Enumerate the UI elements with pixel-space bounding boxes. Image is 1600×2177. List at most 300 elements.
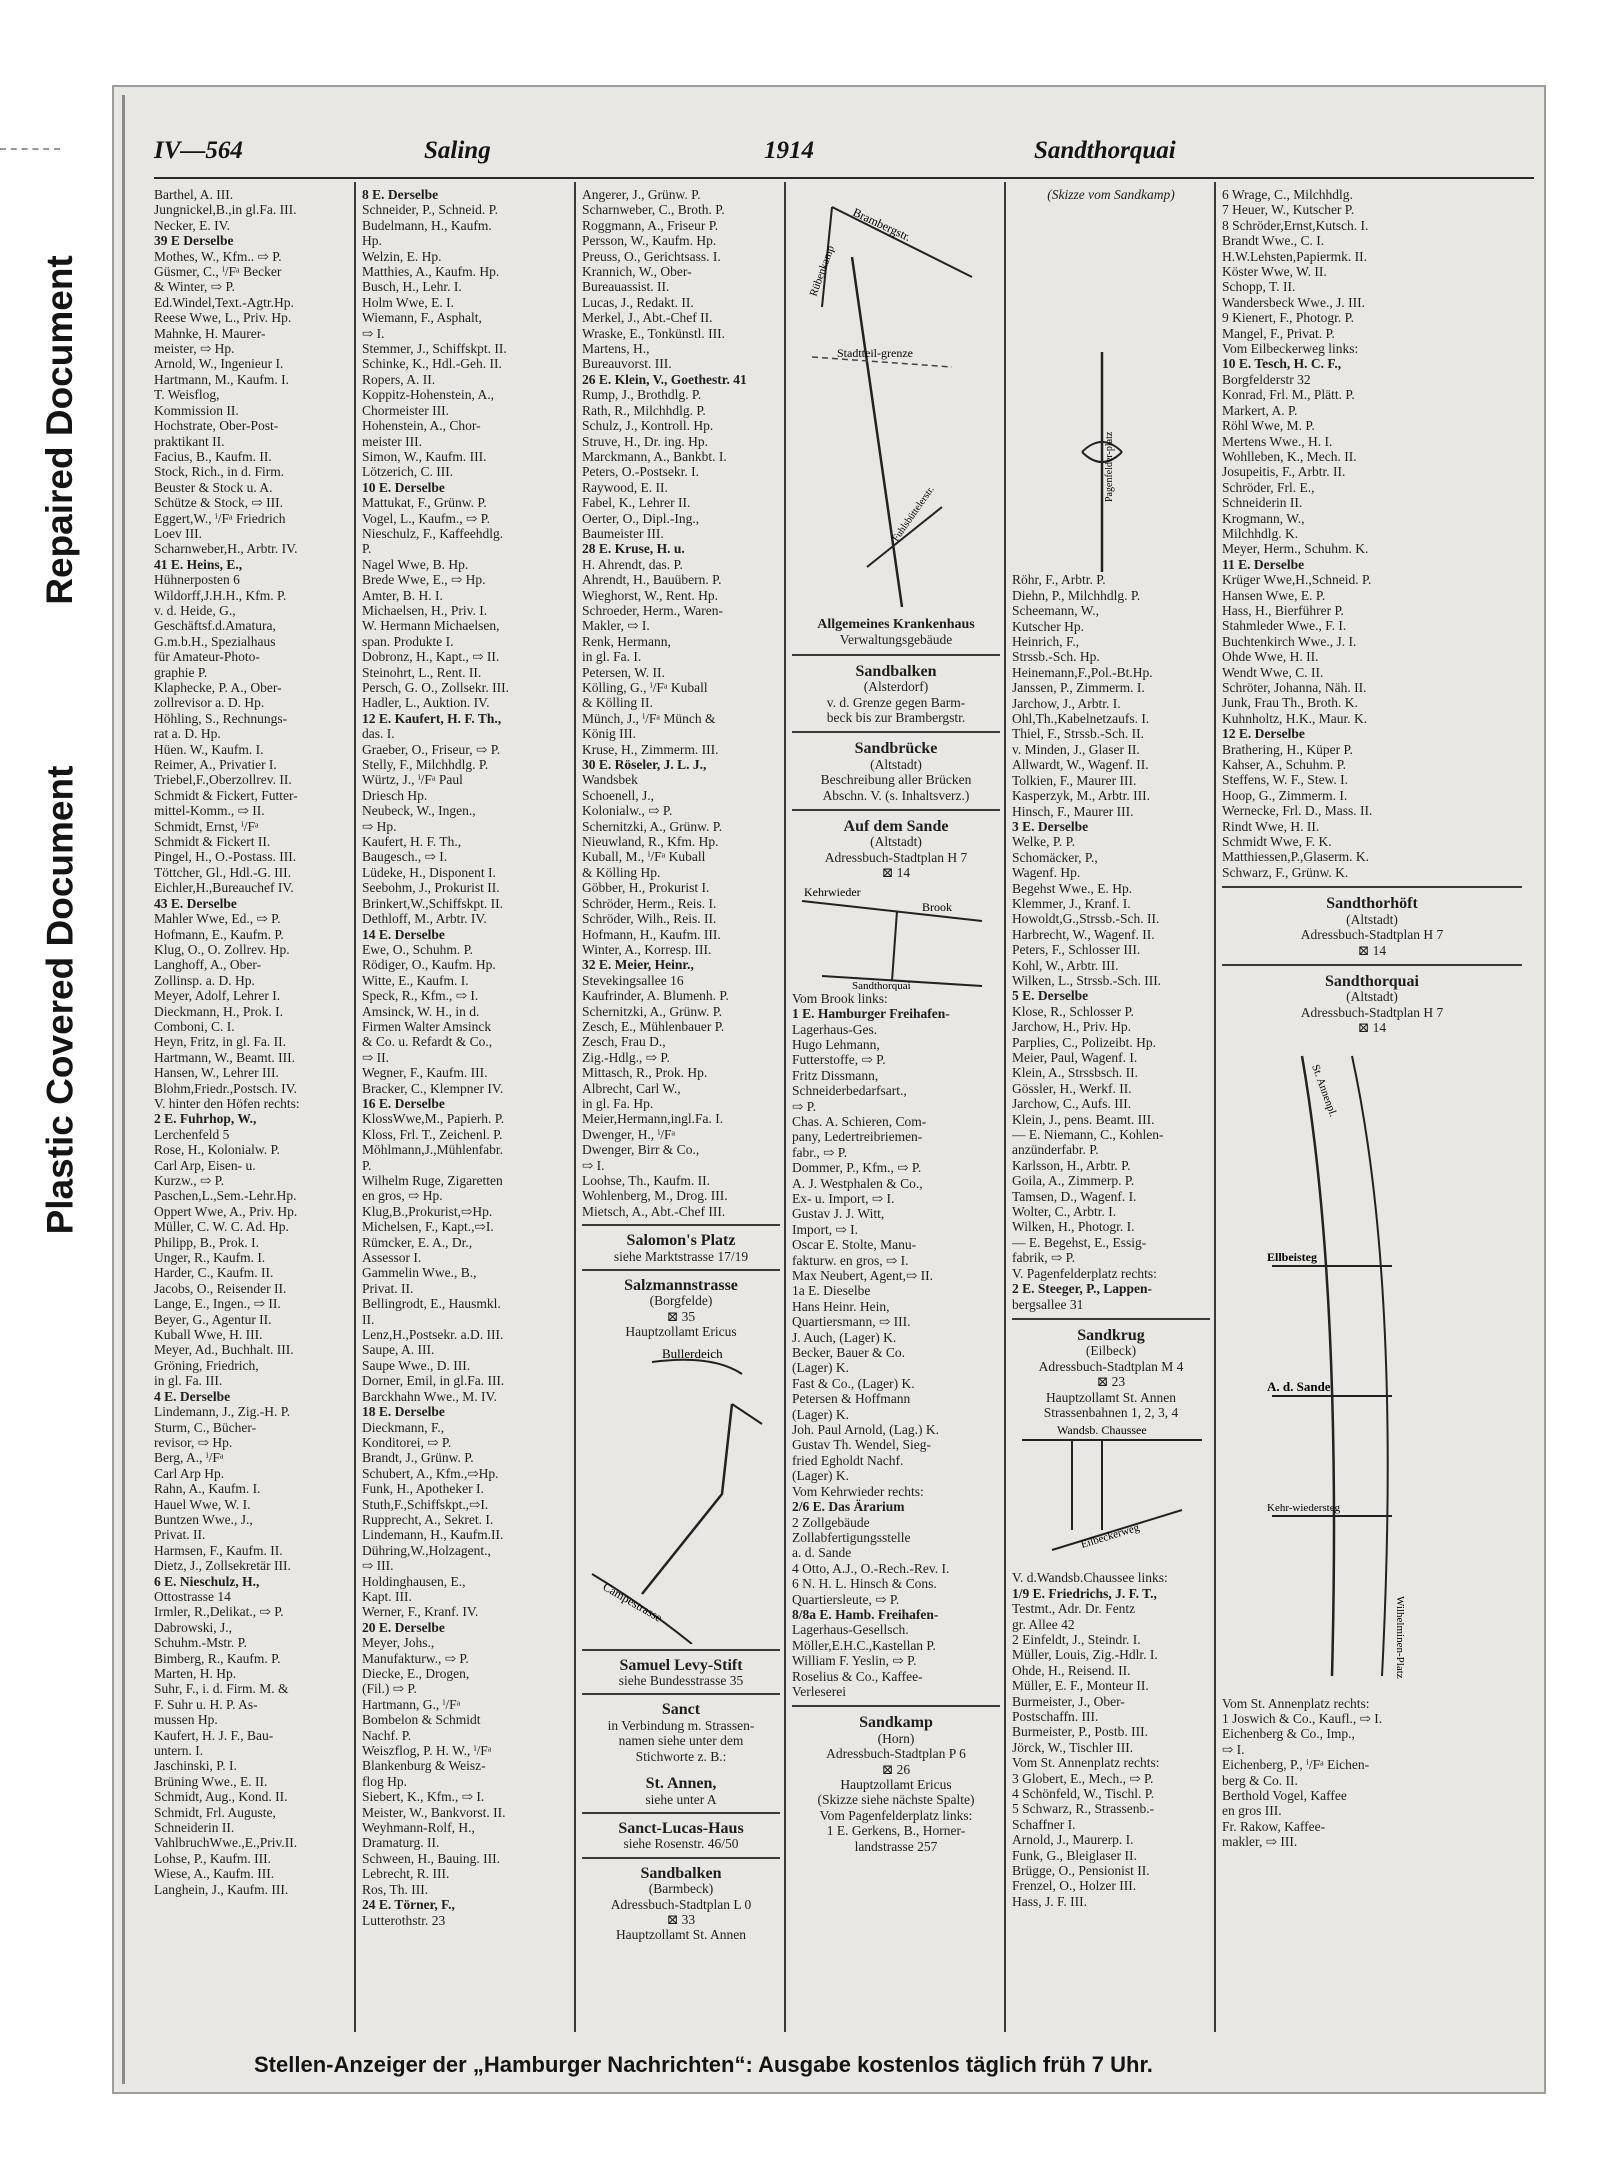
directory-entry: Brügge, O., Pensionist II. (1012, 1863, 1150, 1879)
directory-entry: Ohde Wwe, H. II. (1222, 649, 1319, 665)
street-section (582, 1693, 780, 1764)
directory-entry: Stock, Rich., in d. Firm. (154, 464, 285, 480)
directory-entry: Lagerhaus-Ges. (792, 1021, 878, 1037)
directory-entry: Goila, A., Zimmerp. P. (1012, 1173, 1135, 1189)
directory-entry: meister III. (362, 433, 422, 449)
directory-entry: Müller, C. W. C. Ad. Hp. (154, 1219, 289, 1235)
directory-entry: Wohlleben, K., Mech. II. (1222, 448, 1357, 464)
directory-entry: Nieschulz, F., Kaffeehdlg. (362, 525, 504, 541)
map-street-label: Kehr-wiedersteg (1267, 1501, 1341, 1514)
directory-entry: Facius, B., Kaufm. II. (154, 448, 272, 464)
sandkamp-sketch-map (1012, 202, 1210, 572)
directory-entry: Postschaffn. III. (1012, 1709, 1099, 1724)
directory-entry: (Lager) K. (792, 1468, 849, 1484)
directory-entry: Schroeder, Herm., Waren- (582, 602, 723, 618)
map-street-label: Campestrasse (600, 1579, 665, 1625)
directory-entry: Rahn, A., Kaufm. I. (154, 1481, 261, 1497)
directory-entry: Borgfelderstr 32 (1222, 371, 1311, 387)
directory-entry: Vom St. Annenplatz rechts: (1222, 1695, 1370, 1711)
street-section (792, 1705, 1000, 1854)
directory-entry: Loohse, Th., Kaufm. II. (582, 1173, 710, 1188)
street-section (792, 731, 1000, 803)
directory-entry: Stelly, F., Milchhdlg. P. (362, 757, 489, 773)
street-info-line: (Altstadt) (1346, 989, 1398, 1005)
repaired-document-label: Repaired Document (39, 255, 81, 605)
street-section (792, 654, 1000, 726)
directory-entry: V. Pagenfelderplatz rechts: (1012, 1265, 1157, 1281)
directory-entry: Wiemann, F., Asphalt, (362, 310, 482, 326)
directory-entry: Dabrowski, J., (154, 1619, 232, 1635)
directory-entry: 1 E. Hamburger Freihafen- (792, 1006, 950, 1022)
directory-entry: Dobronz, H., Kapt., ⇨ II. (362, 649, 500, 665)
directory-entry: Burmeister, J., Ober- (1012, 1693, 1125, 1709)
directory-entry: Schmidt & Fickert II. (154, 834, 271, 850)
directory-entry: Dietz, J., Zollsekretär III. (154, 1558, 291, 1574)
directory-entry: Wolter, C., Arbtr. I. (1012, 1204, 1117, 1220)
directory-entry: Harbrecht, W., Wagenf. II. (1012, 926, 1155, 942)
directory-entry: Gammelin Wwe., B., (362, 1265, 477, 1281)
directory-entry: Dorner, Emil, in gl.Fa. III. (362, 1373, 505, 1389)
directory-entry: Göbber, H., Prokurist I. (582, 880, 710, 896)
directory-entry: Röhr, F., Arbtr. P. (1012, 572, 1106, 588)
directory-entry: Schernitzki, A., Grünw. P. (582, 818, 723, 834)
directory-entry: Kohl, W., Arbtr. III. (1012, 957, 1119, 973)
directory-entry: Zesch, Frau D., (582, 1034, 666, 1050)
directory-entry: & Kölling II. (582, 695, 653, 711)
street-info-line: Beschreibung aller Brücken (820, 772, 972, 788)
directory-entry: Röhl Wwe, M. P. (1222, 418, 1315, 434)
directory-entry: KlossWwe,M., Papierh. P. (362, 1111, 505, 1127)
directory-entry: Weyhmann-Rolf, H., (362, 1820, 475, 1836)
directory-entry: 16 E. Derselbe (362, 1095, 445, 1111)
directory-entry: V. hinter den Höfen rechts: (154, 1095, 300, 1111)
directory-entry: Schröder, Frl. E., (1222, 479, 1315, 495)
directory-entry: in gl. Fa. III. (154, 1373, 223, 1389)
directory-entry: Meier,Hermann,ingl.Fa. I. (582, 1111, 724, 1127)
directory-entry: Nieuwland, R., Kfm. Hp. (582, 834, 719, 850)
left-street-heading: Saling (424, 137, 491, 164)
directory-entry: — E. Begehst, E., Essig- (1012, 1234, 1147, 1250)
directory-entry: Jungnickel,B.,in gl.Fa. III. (154, 202, 297, 218)
street-heading: Sandthorhöft (1326, 895, 1418, 913)
directory-entry: Schuhm.-Mstr. P. (154, 1635, 248, 1651)
street-heading: Sanct-Lucas-Haus (618, 1819, 744, 1837)
directory-entry: fried Egholdt Nachf. (792, 1452, 904, 1468)
directory-entry: Hinsch, F., Maurer III. (1012, 803, 1134, 819)
directory-entry: Konrad, Frl. M., Plätt. P. (1222, 387, 1355, 403)
street-info-line: Hauptzollamt Ericus (625, 1324, 737, 1340)
directory-entry: ⇨ I. (582, 1157, 605, 1173)
hospital-title: Allgemeines Krankenhaus (817, 617, 975, 632)
directory-entry: Vogel, L., Kaufm., ⇨ P. (362, 510, 491, 526)
directory-entry: Sturm, C., Bücher- (154, 1419, 257, 1435)
directory-entry: Wernecke, Frl. D., Mass. II. (1222, 803, 1373, 819)
directory-entry: Schernitzki, A., Grünw. P. (582, 1003, 723, 1019)
directory-entry: Baugesch., ⇨ I. (362, 849, 448, 865)
directory-entry: Dieckmann, H., Prok. I. (154, 1003, 283, 1019)
directory-entry: Zollinsp. a. D. Hp. (154, 972, 255, 988)
street-heading: Samuel Levy-Stift (619, 1656, 743, 1674)
directory-entry: Meyer, Johs., (362, 1635, 435, 1651)
directory-entry: & Co. u. Refardt & Co., (362, 1034, 493, 1050)
street-info-line: (Altstadt) (870, 756, 922, 772)
directory-entry: bergsallee 31 (1012, 1296, 1084, 1312)
directory-entry: Firmen Walter Amsinck (362, 1018, 492, 1034)
directory-entry: Heyn, Fritz, in gl. Fa. II. (154, 1034, 286, 1050)
street-section (792, 809, 1000, 881)
street-section (1012, 1318, 1210, 1420)
directory-entry: Assessor I. (362, 1250, 422, 1266)
directory-entry: Hartmann, M., Kaufm. I. (154, 371, 289, 387)
directory-entry: Jarchow, J., Arbtr. I. (1012, 695, 1121, 711)
map-street-label: Ellbeisteg (1267, 1249, 1317, 1264)
directory-entry: Gustav Th. Wendel, Sieg- (792, 1437, 932, 1453)
directory-entry: Mietsch, A., Abt.-Chef III. (582, 1203, 726, 1219)
directory-entry: 1a E. Dieselbe (792, 1283, 871, 1299)
directory-entry: Stemmer, J., Schiffskpt. II. (362, 341, 507, 357)
directory-entry: Begehst Wwe., E. Hp. (1012, 880, 1133, 896)
directory-entry: 9 Kienert, F., Photogr. P. (1222, 310, 1355, 326)
directory-entry: gr. Allee 42 (1012, 1616, 1075, 1632)
street-info-line: (Borgfelde) (649, 1293, 713, 1309)
directory-entry: Nachf. P. (362, 1727, 412, 1743)
directory-entry: Mertens Wwe., H. I. (1222, 433, 1333, 449)
sketch-note: (Skizze vom Sandkamp) (1047, 187, 1175, 202)
street-info-line: in Verbindung m. Strassen- (607, 1717, 755, 1733)
directory-entry: Brandt Wwe., C. I. (1222, 233, 1325, 249)
directory-entry: fakturw. en gros, ⇨ I. (792, 1252, 909, 1268)
directory-entry: Münch, J., ⁱ/Fᵃ Münch & (582, 710, 716, 726)
directory-entry: Krannich, W., Ober- (582, 264, 692, 280)
directory-entry: Vom Kehrwieder rechts: (792, 1483, 924, 1499)
directory-entry: Brüning Wwe., E. II. (154, 1773, 268, 1789)
street-info-line: Adressbuch-Stadtplan H 7 (1300, 1004, 1444, 1020)
directory-entry: Junk, Frau Th., Broth. K. (1222, 695, 1358, 711)
bullerdeich-sketch-map (582, 1344, 780, 1644)
directory-entry: 8/8a E. Hamb. Freihafen- (792, 1606, 939, 1622)
directory-entry: untern. I. (154, 1743, 204, 1759)
directory-entry: Hauel Wwe, W. I. (154, 1496, 251, 1512)
directory-entry: Lerchenfeld 5 (154, 1126, 230, 1142)
directory-entry: Stahmleder Wwe., F. I. (1222, 618, 1347, 634)
auf-dem-sande-sketch-map (792, 881, 1000, 991)
newspaper-advertisement-footer: Stellen-Anzeiger der „Hamburger Nachrichten“: Ausgabe kostenlos täglich früh 7 Uhr. (254, 2052, 1153, 2077)
directory-entry: Roselius & Co., Kaffee- (792, 1668, 923, 1684)
directory-entry: Lindemann, H., Kaufm.II. (362, 1527, 504, 1543)
directory-entry: Josupeitis, F., Arbtr. II. (1222, 464, 1346, 480)
directory-entry: H. Ahrendt, das. P. (582, 556, 683, 572)
directory-entry: Wiese, A., Kaufm. III. (154, 1866, 275, 1882)
directory-entry: Hüen. W., Kaufm. I. (154, 741, 264, 757)
directory-entry: Hansen Wwe, E. P. (1222, 587, 1326, 603)
directory-entry: Klaphecke, P. A., Ober- (154, 680, 282, 695)
directory-entry: Mahler Wwe, Ed., ⇨ P. (154, 911, 281, 927)
directory-entry: Matthiessen,P.,Glaserm. K. (1222, 849, 1369, 865)
directory-entry: Harder, C., Kaufm. II. (154, 1265, 274, 1281)
street-section (1222, 964, 1522, 1036)
street-heading: Sandthorquai (1325, 972, 1419, 990)
directory-entry: William F. Yeslin, ⇨ P. (792, 1653, 917, 1669)
directory-entry: 12 E. Kaufert, H. F. Th., (362, 710, 502, 726)
directory-entry: Wildorff,J.H.H., Kfm. P. (154, 587, 287, 603)
directory-entry: Schneiderbedarfsart., (792, 1083, 907, 1099)
column-rule (1004, 182, 1006, 2032)
directory-entry: Simon, W., Kaufm. III. (362, 448, 487, 464)
directory-entry: ⇨ I. (1222, 1741, 1245, 1757)
page-number: IV—564 (154, 137, 243, 164)
street-heading: Sandbalken (640, 1864, 722, 1882)
directory-entry: praktikant II. (154, 433, 225, 449)
directory-entry: Bureauassist. II. (582, 279, 670, 295)
directory-entry: Futterstoffe, ⇨ P. (792, 1052, 886, 1068)
directory-entry: Barckhahn Wwe., M. IV. (362, 1388, 497, 1404)
directory-entry: VahlbruchWwe.,E.,Priv.II. (154, 1835, 298, 1851)
directory-entry: ⇨ Hp. (362, 818, 397, 834)
directory-entry: Klein, J., pens. Beamt. III. (1012, 1111, 1155, 1127)
directory-entry: 39 E Derselbe (154, 233, 234, 249)
directory-entry: Schulz, J., Kontroll. Hp. (582, 418, 714, 434)
street-section (582, 1769, 780, 1807)
directory-entry: Ahrendt, H., Bauübern. P. (582, 572, 722, 588)
directory-entry: Dwenger, Birr & Co., (582, 1142, 700, 1158)
directory-entry: Mothes, W., Kfm.. ⇨ P. (154, 248, 282, 264)
directory-entry: Funk, H., Apotheker I. (362, 1481, 484, 1497)
street-info-line: (Alsterdorf) (863, 679, 929, 695)
directory-entry: Meyer, Adolf, Lehrer I. (154, 988, 281, 1004)
directory-entry: Lagerhaus-Gesellsch. (792, 1622, 909, 1638)
directory-entry: Seebohm, J., Prokurist II. (362, 880, 500, 896)
directory-entry: Loev III. (154, 525, 202, 541)
directory-entry: (Fil.) ⇨ P. (362, 1681, 417, 1697)
street-info-line: (Horn) (877, 1730, 915, 1746)
directory-entry: für Amateur-Photo- (154, 649, 260, 665)
directory-entry: Klug,B.,Prokurist,⇨Hp. (362, 1203, 493, 1219)
directory-entry: 10 E. Tesch, H. C. F., (1222, 356, 1342, 372)
directory-entry: Jaschinski, P. I. (154, 1758, 237, 1774)
directory-entry: 2 E. Steeger, P., Lappen- (1012, 1281, 1153, 1297)
directory-entry: & Kölling Hp. (582, 864, 661, 880)
directory-entry: Allwardt, W., Wagenf. II. (1012, 757, 1149, 773)
directory-entry: das. I. (362, 726, 395, 742)
directory-entry: 4 E. Derselbe (154, 1388, 231, 1404)
directory-entry: Geschäftsf.d.Amatura, (154, 618, 276, 634)
directory-entry: Markert, A. P. (1222, 402, 1298, 418)
directory-entry: Kapt. III. (362, 1588, 412, 1604)
directory-entry: Lindemann, J., Zig.-H. P. (154, 1404, 291, 1420)
directory-entry: Reimer, A., Privatier I. (154, 757, 277, 773)
directory-entry: Suhr, F., i. d. Firm. M. & (154, 1681, 289, 1697)
directory-entry: (Lager) K. (792, 1360, 849, 1376)
directory-entry: 28 E. Kruse, H. u. (582, 541, 685, 557)
street-heading: Sandbalken (855, 662, 937, 680)
directory-entry: Holdinghausen, E., (362, 1573, 466, 1589)
directory-entry: Barthel, A. III. (154, 187, 234, 202)
directory-entry: graphie P. (154, 664, 208, 680)
street-info-line: Vom Pagenfelderplatz links: (819, 1807, 973, 1823)
directory-entry: Schmidt & Fickert, Futter- (154, 787, 298, 803)
directory-entry: Wandersbeck Wwe., J. III. (1222, 294, 1365, 310)
directory-entry: Schaffner I. (1012, 1816, 1076, 1832)
directory-entry: 10 E. Derselbe (362, 479, 445, 495)
directory-entry: Irmler, R.,Delikat., ⇨ P. (154, 1604, 284, 1620)
directory-entry: Kuhnholtz, H.K., Maur. K. (1222, 710, 1368, 726)
directory-entry: Amsinck, W. H., in d. (362, 1003, 480, 1019)
directory-entry: Renk, Hermann, (582, 633, 671, 649)
directory-entry: Graeber, O., Friseur, ⇨ P. (362, 741, 501, 757)
directory-entry: Ohde, H., Reisend. II. (1012, 1662, 1131, 1678)
directory-entry: Vom Brook links: (792, 990, 888, 1006)
directory-entry: Wegner, F., Kaufm. III. (362, 1065, 488, 1081)
directory-entry: Ros, Th. III. (362, 1881, 429, 1897)
directory-entry: Wieghorst, W., Rent. Hp. (582, 587, 718, 603)
directory-entry: Frenzel, O., Holzer III. (1012, 1878, 1137, 1894)
directory-entry: 41 E. Heins, E., (154, 556, 243, 572)
directory-entry: Necker, E. IV. (154, 217, 231, 233)
directory-entry: Kruse, H., Zimmerm. III. (582, 741, 719, 757)
directory-entry: Martens, H., (582, 341, 650, 357)
directory-entry: Chormeister III. (362, 402, 449, 418)
directory-entry: Michelsen, F., Kapt.,⇨I. (362, 1219, 494, 1235)
map-street-label: Wandsb. Chaussee (1057, 1423, 1147, 1438)
directory-entry: Schoenell, J., (582, 787, 654, 803)
directory-entry: Meyer, Ad., Buchhalt. III. (154, 1342, 294, 1358)
directory-entry: Beyer, G., Agentur II. (154, 1311, 272, 1327)
street-heading: Salzmannstrasse (624, 1277, 738, 1295)
directory-entry: Heinrich, F., (1012, 634, 1080, 650)
directory-entry: Bracker, C., Klempner IV. (362, 1080, 504, 1096)
directory-entry: Schween, H., Bauing. III. (362, 1850, 500, 1866)
street-info-line: v. d. Grenze gegen Barm- (826, 694, 966, 710)
map-street-label: Sandthorquai (852, 979, 911, 991)
directory-entry: meister, ⇨ Hp. (154, 341, 235, 357)
street-info-line: siehe Marktstrasse 17/19 (613, 1248, 749, 1264)
directory-entry: Unger, R., Kaufm. I. (154, 1250, 266, 1266)
directory-entry: Schinke, K., Hdl.-Geh. II. (362, 356, 502, 372)
directory-entry: Lenz,H.,Postsekr. a.D. III. (362, 1327, 504, 1343)
directory-entry: Stuth,F.,Schiffskpt.,⇨I. (362, 1496, 489, 1512)
directory-entry: Fritz Dissmann, (792, 1067, 879, 1083)
sandthorquai-sketch-map (1222, 1036, 1522, 1696)
directory-entry: Meier, Paul, Wagenf. I. (1012, 1050, 1138, 1065)
column-rule (1214, 182, 1216, 2032)
directory-entry: Privat. II. (362, 1280, 414, 1296)
directory-entry: Thiel, F., Strssb.-Sch. II. (1012, 726, 1145, 742)
map-boundary-label: Stadtteil-grenze (837, 346, 913, 360)
directory-entry: 12 E. Derselbe (1222, 726, 1305, 742)
directory-entry: 18 E. Derselbe (362, 1404, 445, 1420)
directory-entry: Rümcker, E. A., Dr., (362, 1234, 473, 1250)
directory-entry: Heinemann,F.,Pol.-Bt.Hp. (1012, 664, 1153, 680)
directory-entry: Philipp, B., Prok. I. (154, 1234, 260, 1250)
directory-entry: Verleserei (792, 1683, 846, 1699)
directory-entry: Import, ⇨ I. (792, 1221, 859, 1237)
directory-entry: berg & Co. II. (1222, 1772, 1298, 1788)
directory-entry: 32 E. Meier, Heinr., (582, 957, 694, 973)
directory-entry: Kolonialw., ⇨ P. (582, 803, 673, 819)
directory-entry: Müller, Louis, Zig.-Hdlr. I. (1012, 1647, 1158, 1663)
directory-entry: Gustav J. J. Witt, (792, 1206, 885, 1222)
directory-entry: 2 E. Fuhrhop, W., (154, 1111, 257, 1127)
header-rule (154, 177, 1534, 179)
directory-entry: Schröder, Wilh., Reis. II. (582, 911, 717, 927)
directory-entry: Witte, E., Kaufm. I. (362, 972, 469, 988)
directory-entry: & Winter, ⇨ P. (154, 279, 235, 295)
directory-entry: Kloss, Frl. T., Zeichenl. P. (362, 1126, 503, 1142)
directory-entry: Lange, E., Ingen., ⇨ II. (154, 1296, 281, 1312)
directory-entry: en gros III. (1222, 1803, 1282, 1819)
directory-entry: Rindt Wwe, H. II. (1222, 818, 1320, 834)
directory-entry: Merkel, J., Abt.-Chef II. (582, 310, 713, 326)
directory-entry: Brathering, H., Küper P. (1222, 741, 1353, 757)
directory-entry: Hp. (362, 233, 382, 249)
street-section (582, 1649, 780, 1689)
directory-entry: Janssen, P., Zimmerm. I. (1012, 680, 1145, 696)
directory-entry: Ohl,Th.,Kabelnetzaufs. I. (1012, 711, 1150, 727)
directory-entry: Hans Heinr. Hein, (792, 1298, 890, 1314)
directory-entry: zollrevisor a. D. Hp. (154, 695, 265, 711)
directory-entry: Wagenf. Hp. (1012, 865, 1081, 881)
street-info-line: Adressbuch-Stadtplan H 7 (1300, 927, 1444, 943)
directory-entry: Diehn, P., Milchhdlg. P. (1012, 587, 1141, 603)
directory-entry: Michaelsen, H., Priv. I. (362, 602, 488, 618)
directory-entry: Wilken, L., Strssb.-Sch. III. (1012, 972, 1162, 988)
street-info-line: beck bis zur Brambergstr. (826, 710, 966, 726)
directory-entry: Driesch Hp. (362, 787, 428, 803)
street-heading: St. Annen, (645, 1775, 717, 1793)
directory-entry: Marten, H. Hp. (154, 1666, 237, 1681)
directory-entry: Wohlenberg, M., Drog. III. (582, 1188, 728, 1204)
directory-entry: Welke, P. P. (1012, 834, 1076, 850)
directory-entry: Meyer, Herm., Schuhm. K. (1222, 541, 1369, 557)
directory-entry: P. (362, 541, 372, 557)
directory-entry: a. d. Sande (792, 1545, 852, 1561)
directory-entry: T. Weisflog, (154, 387, 220, 403)
directory-entry: Schneiderin II. (154, 1820, 235, 1836)
directory-entry: Hartmann, G., ⁱ/Fᵃ (362, 1696, 461, 1712)
directory-entry: Joh. Paul Arnold, (Lag.) K. (792, 1422, 939, 1438)
directory-entry: Weiszflog, P. H. W., ⁱ/Fᵃ (362, 1743, 492, 1759)
directory-entry: Krogmann, W., (1222, 510, 1305, 526)
directory-entry: Schmidt, Ernst, ⁱ/Fᵃ (154, 818, 259, 834)
directory-entry: Wendt Wwe, C. II. (1222, 664, 1324, 680)
directory-entry: Roggmann, A., Friseur P. (582, 217, 719, 233)
directory-entry: Gössler, H., Werkf. II. (1012, 1080, 1132, 1096)
directory-entry: Fabel, K., Lehrer II. (582, 495, 691, 511)
directory-entry: Jacobs, O., Reisender II. (154, 1280, 287, 1296)
street-info-line: (Eilbeck) (1085, 1343, 1137, 1359)
directory-entry: Eichenberg, P., ⁱ/Fᵃ Eichen- (1222, 1757, 1370, 1773)
directory-entry: 8 E. Derselbe (362, 187, 439, 202)
map-street-label: A. d. Sande (1267, 1378, 1331, 1394)
directory-entry: Kurzw., ⇨ P. (154, 1173, 225, 1188)
directory-entry: A. J. Westphalen & Co., (792, 1175, 923, 1191)
directory-entry: Zesch, E., Mühlenbauer P. (582, 1018, 725, 1034)
directory-entry: Fast & Co., (Lager) K. (792, 1375, 915, 1391)
directory-entry: Amter, B. H. I. (362, 587, 443, 603)
directory-entry: Mahnke, H. Maurer- (154, 325, 266, 341)
directory-entry: Schütze & Stock, ⇨ III. (154, 495, 284, 511)
street-info-line: Hauptzollamt Ericus (840, 1777, 952, 1792)
directory-entry: Milchhdlg. K. (1222, 525, 1299, 541)
directory-entry: fabrik, ⇨ P. (1012, 1250, 1076, 1266)
map-street-label: Brook (922, 899, 952, 914)
directory-entry: Struve, H., Dr. ing. Hp. (582, 433, 708, 449)
directory-entry: H.W.Lehsten,Papiermk. II. (1222, 248, 1367, 264)
directory-entry: Blohm,Friedr.,Postsch. IV. (154, 1080, 298, 1096)
directory-entry: 2 Einfeldt, J., Steindr. I. (1012, 1631, 1141, 1647)
directory-entry: Klose, R., Schlosser P. (1012, 1003, 1134, 1019)
directory-entry: Mittasch, R., Prok. Hp. (582, 1065, 708, 1081)
